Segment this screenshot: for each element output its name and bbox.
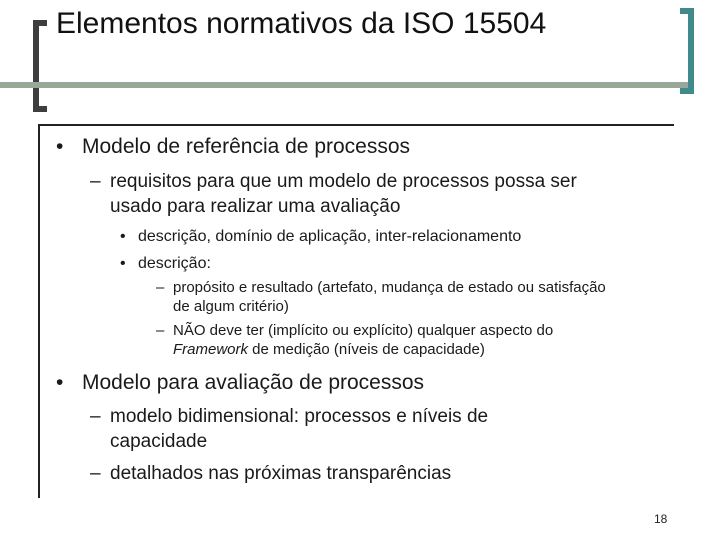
no-framework-line2-rest: de medição (níveis de capacidade) — [248, 341, 485, 358]
page-number: 18 — [654, 512, 668, 526]
dash-marker: – — [156, 279, 165, 296]
title-rule — [0, 82, 688, 88]
left-bracket — [33, 20, 39, 112]
no-framework-line1: NÃO deve ter (implícito ou explícito) qualquer aspecto do — [173, 322, 554, 339]
detailed-next: detalhados nas próximas transparências — [110, 463, 452, 484]
sub-bullet-requirements-line1: requisitos para que um modelo de processos possa ser — [110, 171, 577, 192]
bidimensional-line2: capacidade — [110, 431, 208, 452]
purpose-result-line2: de algum critério) — [173, 298, 289, 315]
right-bracket-top — [680, 8, 694, 14]
item-description-domain: descrição, domínio de aplicação, inter-relacionamento — [138, 228, 522, 245]
right-bracket-bottom — [680, 88, 694, 94]
purpose-result-line1: propósito e resultado (artefato, mudança de estado ou satisfação — [173, 279, 606, 296]
sub-bullet-requirements-line2: usado para realizar uma avaliação — [110, 196, 401, 217]
bullet-marker: • — [120, 228, 126, 245]
item-description: descrição: — [138, 255, 211, 272]
dash-marker: – — [90, 406, 101, 427]
bullet-marker: • — [56, 371, 64, 394]
bullet-reference-model: Modelo de referência de processos — [82, 135, 411, 158]
framework-italic: Framework — [173, 341, 249, 358]
left-bracket-top — [33, 20, 47, 26]
no-framework-line2 — [173, 340, 485, 360]
left-bracket-bottom — [33, 106, 47, 112]
bullet-marker: • — [120, 255, 126, 272]
right-bracket — [688, 8, 694, 94]
dash-marker: – — [90, 171, 101, 192]
dash-marker: – — [156, 322, 165, 339]
slide-title: Elementos normativos da ISO 15504 — [56, 7, 547, 40]
bidimensional-line1: modelo bidimensional: processos e níveis de — [110, 406, 489, 427]
dash-marker: – — [90, 463, 101, 484]
bullet-marker: • — [56, 135, 64, 158]
bullet-assessment-model: Modelo para avaliação de processos — [82, 371, 425, 394]
